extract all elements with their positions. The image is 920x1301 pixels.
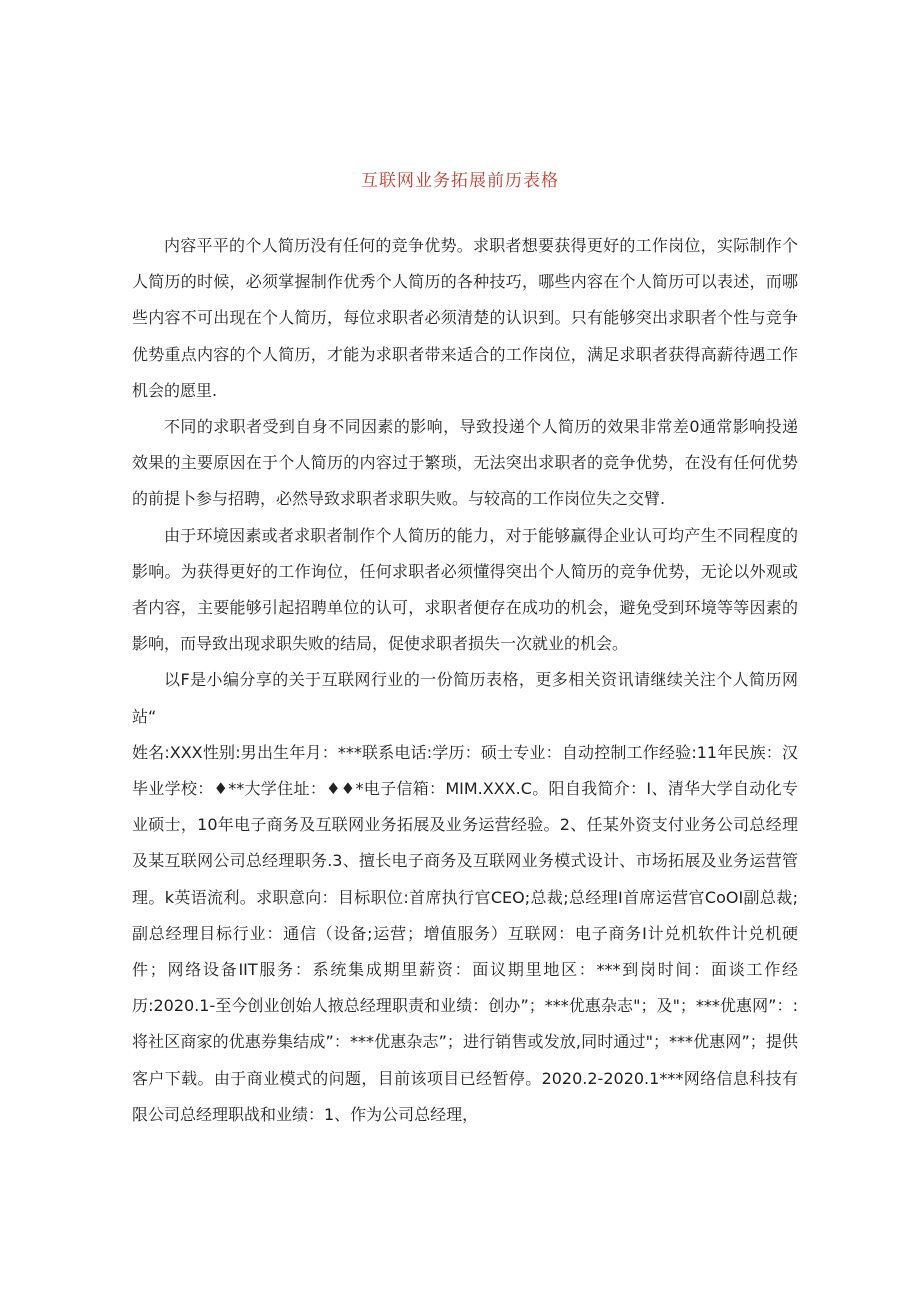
paragraph-4: 以F是小编分享的关于互联网行业的一份简历表格，更多相关资讯请继续关注个人简历网站“ — [132, 670, 798, 726]
paragraph-2: 不同的求职者受到自身不同因素的影响，导致投递个人简历的效果非常差0通常影响投递效果的主要原因在于个人简历的内容过于繁琐，无法突出求职者的竞争优势，在没有任何优势的前提卜参与招聘，必然导致求职者求职失败。与较高的工作岗位失之交臂. — [132, 417, 798, 509]
paragraph-3: 由于环境因素或者求职者制作个人简历的能力，对于能够赢得企业认可均产生不同程度的影响。为获得更好的工作询位，任何求职者必须懂得突出个人简历的竞争优势，无论以外观或者内容，主要能够引起招聘单位的认可，求职者便存在成功的机会，避免受到环境等等因素的影响，而导致出现求职失败的结局，促使求职者损失一次就业的机会。 — [132, 525, 798, 654]
document-body — [132, 228, 798, 1133]
paragraph-1: 内容平平的个人简历没有任何的竞争优势。求职者想要获得更好的工作岗位，实际制作个人简历的时候，必须掌握制作优秀个人简历的各种技巧，哪些内容在个人简历可以表述，而哪些内容不可出现在个人简历，每位求职者必须清楚的认识到。只有能够突出求职者个性与竞争优势重点内容的个人简历，才能为求职者带来适合的工作岗位，满足求职者获得高薪待遇工作机会的愿里. — [132, 236, 798, 400]
resume-details: 姓名:XXX性别:男出生年月：***联系电话:学历：硕士专业：自动控制工作经验:11年民族：汉毕业学校：♦**大学住址：♦♦*电子信箱：MIM.XXX.C。阳自我简介：I、清华大学自动化专业硕士，10年电子商务及互联网业务拓展及业务运营经验。2、任某外资支付业务公司总经理及某互联网公司总经理职务.3、擅长电子商务及互联网业务模式设计、市场拓展及业务运营管理。k英语流利。求职意向：目标职位:首席执行官CEO;总裁;总经理I首席运营官CoOI副总裁;副总经理目标行业：通信（设备;运营；增值服务）互联网：电子商务I计兑机软件计兑机硬件；网络设备IIT服务：系统集成期里薪资：面议期里地区：***到岗时间：面谈工作经历:2020.1-至今创业创始人掖总经理职责和业绩：创办”；***优惠杂志"；及"；***优惠网”：:将社区商家的优惠券集结成”：***优惠杂志”；进行销售或发放,同时通过"；***优惠网”；提供客户下载。由于商业模式的问题，目前该项目已经暂停。2020.2-2020.1***网络信息科技有限公司总经理职战和业绩：1、作为公司总经理， — [132, 742, 798, 1124]
document-title: 互联网业务拓展前历表格 — [361, 171, 559, 191]
